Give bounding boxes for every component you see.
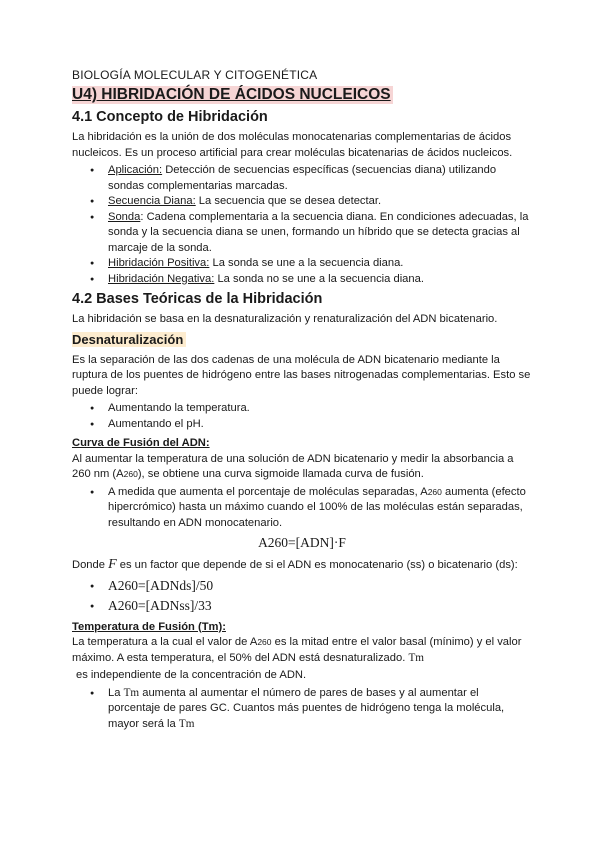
text-run: ), se obtiene una curva sigmoide llamada curva de fusión. [137, 468, 424, 480]
text-run: A medida que aumenta el porcentaje de moléculas separadas, A [108, 485, 428, 498]
term-label: Aplicación: [108, 164, 163, 176]
section-4-1-intro: La hibridación es la unión de dos moléculas monocatenarias complementarias de ácidos nucleicos. Es un proceso artificial para crear moléculas bicatenarias de ácidos nucleicos. [72, 131, 513, 159]
formula-ds: ● A260=[ADNds]/50 [108, 576, 532, 596]
tm-symbol: Tm [123, 686, 140, 699]
list-item: ● Aumentando el pH. [108, 417, 532, 433]
document-page [72, 68, 532, 736]
desnaturalizacion-list [72, 401, 532, 432]
unit-title: U4) HIBRIDACIÓN DE ÁCIDOS NUCLEICOS [72, 86, 391, 103]
term-text: La sonda se une a la secuencia diana. [209, 257, 404, 269]
section-4-2-title: 4.2 Bases Teóricas de la Hibridación [72, 291, 323, 307]
subject-header: BIOLOGÍA MOLECULAR Y CITOGENÉTICA [72, 68, 318, 82]
section-4-2-intro: La hibridación se basa en la desnaturalización y renaturalización del ADN bicatenario. [72, 313, 498, 325]
list-item [108, 210, 532, 257]
curva-fusion-list [72, 485, 532, 532]
tm-symbol: Tm [408, 651, 424, 664]
formula-absorbance: A260=[ADN]·F [258, 535, 346, 550]
list-item [108, 256, 532, 272]
tm-heading: Temperatura de Fusión (Tm): [72, 620, 226, 633]
term-text: Detección de secuencias específicas (secuencias diana) utilizando sondas complementarias marcadas. [108, 164, 497, 192]
term-label: Hibridación Positiva: [108, 257, 210, 269]
curva-fusion-heading: Curva de Fusión del ADN: [72, 437, 210, 449]
text-run: aumenta (efecto hipercrómico) hasta un máximo cuando el 100% de las moléculas están separadas, resultando en ADN monocatenario. [108, 485, 526, 529]
list-item [108, 485, 532, 532]
tm-text [72, 635, 532, 666]
subscript: 260 [257, 637, 272, 647]
term-label: Sonda [108, 210, 141, 223]
list-item [108, 163, 532, 194]
section-4-1-title: 4.1 Concepto de Hibridación [72, 109, 268, 125]
tm-text-cont: es independiente de la concentración de ADN. [76, 669, 307, 681]
term-label: Hibridación Negativa: [108, 272, 215, 285]
donde-text [72, 557, 532, 574]
formula-ss: ● A260=[ADNss]/33 [108, 596, 532, 616]
tm-symbol: Tm [178, 717, 195, 730]
list-item [108, 686, 532, 733]
subscript: 260 [123, 469, 138, 479]
list-item [108, 272, 532, 288]
factor-symbol: F [108, 557, 117, 572]
concept-list [72, 163, 532, 287]
text-run: Donde [72, 559, 109, 571]
list-item [108, 194, 532, 210]
text-run: La [108, 686, 124, 699]
list-item: ● Aumentando la temperatura. [108, 401, 532, 417]
term-text: La sonda no se une a la secuencia diana. [214, 272, 424, 285]
term-text: La secuencia que se desea detectar. [195, 195, 382, 207]
desnaturalizacion-heading: Desnaturalización [72, 332, 186, 347]
subscript: 260 [427, 486, 442, 497]
text-run: La temperatura a la cual el valor de A [72, 636, 258, 648]
curva-fusion-text [72, 452, 532, 483]
formula-list [72, 576, 532, 616]
term-text: : Cadena complementaria a la secuencia diana. En condiciones adecuadas, la sonda y la secuencia diana se unen, formando un híbrido que se detecta gracias al marcaje de la sonda. [108, 210, 529, 254]
text-run: aumenta al aumentar el número de pares de bases y al aumentar el porcentaje de pares GC. Cuantos más puentes de hidrógeno tenga la molécula, mayor será la [108, 686, 505, 730]
text-run: es la mitad entre el valor basal (mínimo) y el valor máximo. A esta temperatura, el 50% del ADN está desnaturalizado. [72, 636, 522, 664]
term-label: Secuencia Diana: [108, 195, 196, 207]
desnaturalizacion-text: Es la separación de las dos cadenas de una molécula de ADN bicatenario mediante la ruptura de los puentes de hidrógeno entre las bases nitrogenadas complementarias. Esto se puede lograr: [72, 353, 531, 397]
text-run: Al aumentar la temperatura de una solución de ADN bicatenario y medir la absorbancia a 260 nm (A [72, 452, 514, 480]
tm-list [72, 686, 532, 733]
text-run: es un factor que depende de si el ADN es monocatenario (ss) o bicatenario (ds): [116, 559, 518, 571]
